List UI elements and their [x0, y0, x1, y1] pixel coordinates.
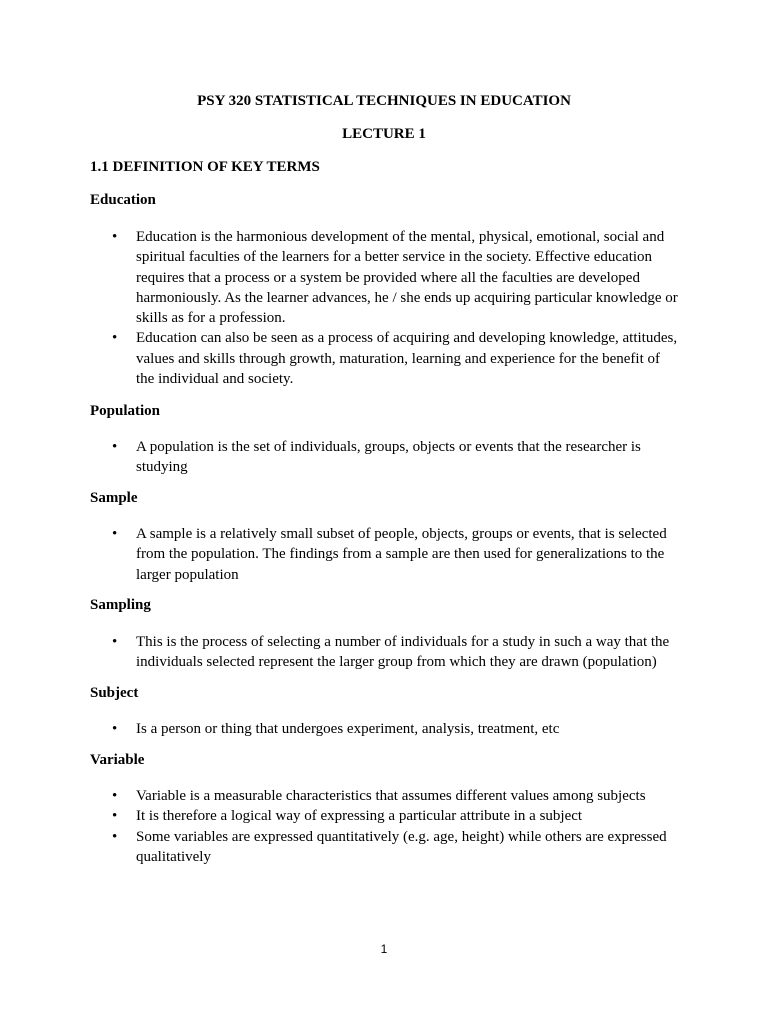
list-item: • Education can also be seen as a process of acquiring and developing knowledge, attitudes, values and skills through growth, maturation, learning and experience for the benefit of the individual and society. [136, 328, 681, 389]
section-heading: 1.1 DEFINITION OF KEY TERMS [90, 159, 320, 175]
list-item: • Some variables are expressed quantitatively (e.g. age, height) while others are expressed qualitatively [136, 827, 681, 868]
list-item: • It is therefore a logical way of expressing a particular attribute in a subject [136, 806, 681, 826]
term-heading-subject: Subject [90, 685, 139, 701]
list-item: • Variable is a measurable characteristics that assumes different values among subjects [136, 786, 681, 806]
list-item: • This is the process of selecting a number of individuals for a study in such a way that the individuals selected represent the larger group from which they are drawn (population) [136, 632, 681, 673]
bullet-list-subject [136, 719, 681, 739]
term-heading-education: Education [90, 192, 156, 208]
document-title: PSY 320 STATISTICAL TECHNIQUES IN EDUCATION [197, 93, 571, 109]
term-heading-population: Population [90, 403, 161, 419]
term-heading-variable: Variable [90, 752, 145, 768]
bullet-list-education [136, 227, 681, 389]
bullet-list-sample [136, 524, 681, 585]
bullet-list-population [136, 437, 681, 478]
term-heading-sample: Sample [90, 490, 138, 506]
bullet-list-sampling [136, 632, 681, 673]
list-item: • A population is the set of individuals, groups, objects or events that the researcher is studying [136, 437, 681, 478]
term-heading-sampling: Sampling [90, 597, 151, 613]
bullet-list-variable [136, 786, 681, 867]
list-item: • Education is the harmonious development of the mental, physical, emotional, social and spiritual faculties of the learners for a better service in the society. Effective education requires that a process or a system be provided where all the faculties are developed harmoniously. As the learner advances, he / she ends up acquiring particular knowledge or skills as for a profession. [136, 227, 681, 328]
page-number: 1 [380, 942, 388, 956]
list-item: • Is a person or thing that undergoes experiment, analysis, treatment, etc [136, 719, 681, 739]
list-item: • A sample is a relatively small subset of people, objects, groups or events, that is selected from the population. The findings from a sample are then used for generalizations to the larger population [136, 524, 681, 585]
lecture-heading: LECTURE 1 [342, 126, 426, 142]
